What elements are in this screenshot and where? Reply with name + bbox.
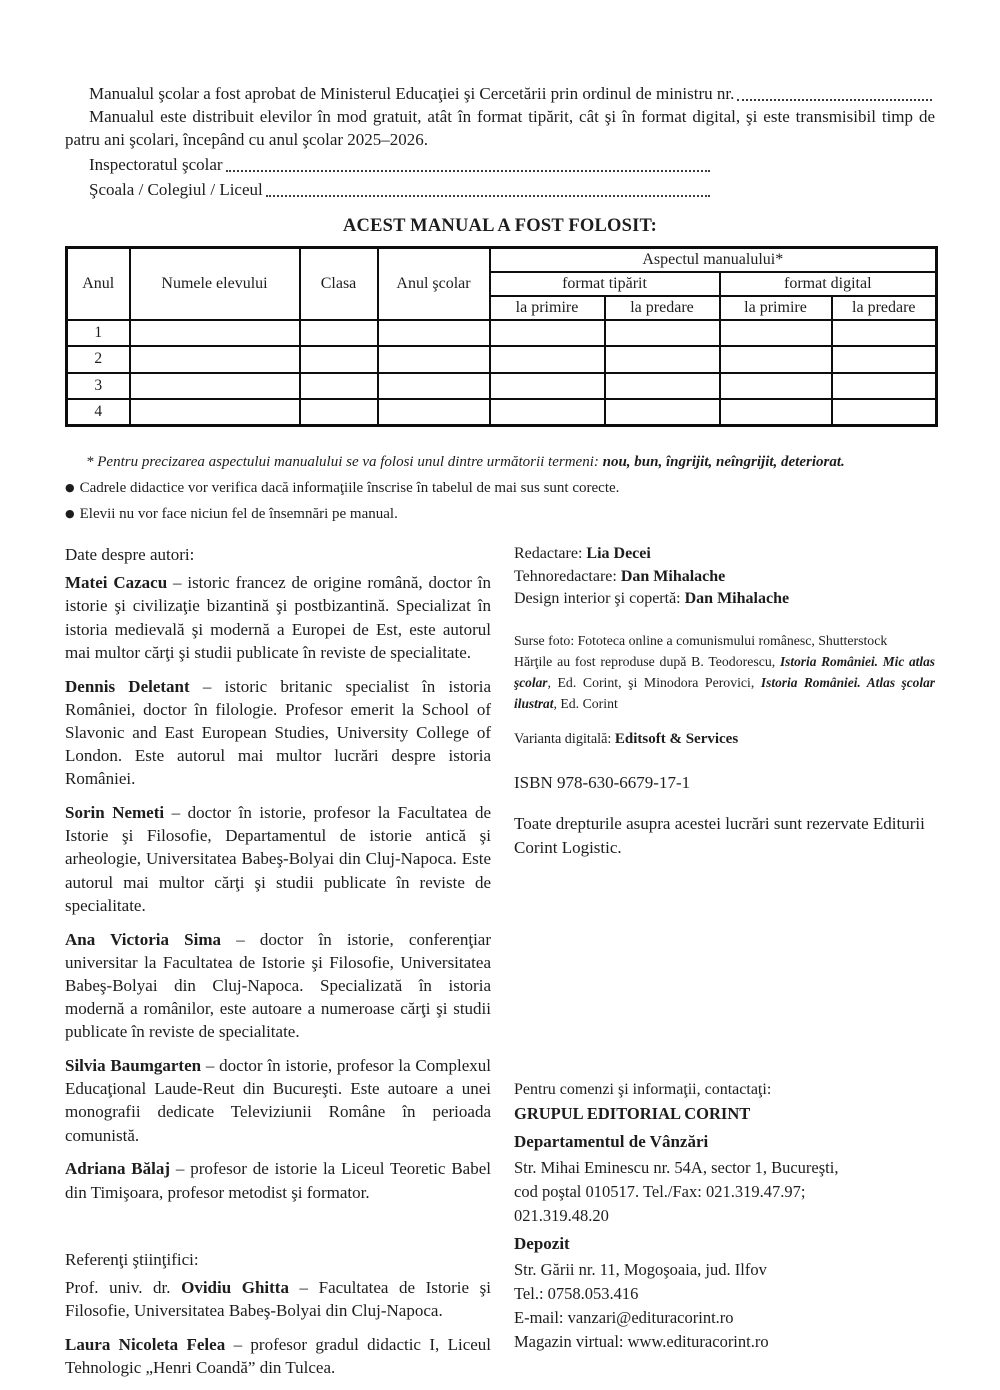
author-bio: – doctor în istorie, conferenţiar universitar la Facultatea de Istorie şi Filosofie, Universitatea Babeş-Bolyai din Cluj-Napoca. Specializată în istoria modernă a românilor, este autoare a numeroase cărţi şi studii publicate în reviste de specialitate. [65,929,492,1042]
maps-title: Istoria României. Mic atlas şcolar [514,653,935,691]
contact-intro: Pentru comenzi şi informaţii, contactaţi: [514,1080,772,1098]
sales-address-line: Str. Mihai Eminescu nr. 54A, sector 1, Bucureşti, [514,1157,839,1177]
author-paragraph [65,1054,491,1147]
author-name: Dennis Deletant [65,676,190,696]
col-header-la-predare: la predare [832,296,937,320]
empty-cell [605,346,720,373]
author-paragraph [65,675,491,791]
author-bio: – istoric britanic specialist în istoria României, doctor în filologie. Profesor emerit la School of Slavonic and East European Studies, University College of London. Este autorul mai multor lucrări despre istoria României. [65,676,491,789]
empty-cell [720,346,832,373]
empty-cell [832,346,937,373]
designer-label: Design interior şi copertă: [514,590,685,607]
col-header-la-primire: la primire [720,296,832,320]
bullet-footnote [65,475,935,501]
table-row [67,320,937,347]
author-bio: – profesor de istorie la Liceul Teoretic Babel din Timişoara, profesor metodist şi formator. [65,1159,491,1202]
photo-sources-text: Surse foto: Fototeca online a comunismului românesc, Shutterstock [514,632,888,648]
empty-cell [605,373,720,400]
referee-bio: – profesor gradul didactic I, Liceul Tehnologic „Henri Coandă” din Tulcea. [65,1334,492,1378]
referees-heading: Referenţi ştiinţifici: [65,1249,199,1269]
empty-cell [130,320,300,347]
contact-block [514,1078,935,1354]
approval-text: Manualul şcolar a fost aprobat de Ministerul Educaţiei şi Cercetării prin ordinul de ministru nr. [89,84,735,103]
publisher-group-name: GRUPUL EDITORIAL CORINT [514,1103,751,1123]
footnote-terms: nou, bun, îngrijit, neîngrijit, deteriorat. [602,454,845,470]
typesetter-line [514,566,935,589]
asterisk-footnote [65,450,935,475]
designer-name: Dan Mihalache [684,590,790,607]
footnote-text: Cadrele didactice vor verifica dacă informaţiile înscrise în tabelul de mai sus sunt corecte. [79,480,620,496]
col-header-an-scolar: Anul şcolar [378,248,490,320]
footnote-text: * Pentru precizarea aspectului manualului se va folosi unul dintre următorii termeni: [86,454,603,470]
author-name: Ana Victoria Sima [65,929,222,949]
isbn-line: ISBN 978-630-6679-17-1 [514,772,691,792]
sales-address-line: cod poştal 010517. Tel./Fax: 021.319.47.97; [514,1181,806,1201]
empty-cell [720,399,832,426]
dotted-leader [737,99,932,101]
author-name: Silvia Baumgarten [65,1056,202,1076]
approval-line [65,82,935,105]
editor-line [514,543,935,566]
referee-name: Ovidiu Ghitta [181,1277,289,1297]
school-label: Şcoala / Colegiul / Liceul [89,180,263,199]
maps-credit-text: , Ed. Corint [553,696,618,712]
inspectorate-label: Inspectoratul şcolar [89,155,223,174]
bullet-icon: ● [65,481,75,494]
table-footnotes [65,450,935,527]
author-name: Adriana Bălaj [65,1159,171,1179]
author-paragraph [65,928,491,1044]
distribution-text: Manualul este distribuit elevilor în mod gratuit, atât în format tipărit, cât şi în format digital, şi este transmisibil timp de patru ani şcolari, începând cu anul şcolar 2025–2026. [65,107,935,149]
col-header-numele: Numele elevului [130,248,300,320]
author-paragraph [65,1157,491,1203]
empty-cell [490,399,605,426]
empty-cell [130,346,300,373]
table-row [67,399,937,426]
empty-cell [378,346,490,373]
empty-cell [605,320,720,347]
year-number: 1 [67,320,130,347]
footnote-text: Elevii nu vor face niciun fel de însemnări pe manual. [79,506,398,522]
table-row [67,373,937,400]
maps-title: Istoria României. Atlas şcolar ilustrat [514,675,935,712]
author-bio: – istoric francez de origine română, doctor în istorie şi civilizaţie bizantină şi postbizantină. Specializat în istoria medievală şi modernă a Europei de Est, este autorul mai multor cărţi şi studii publicate în reviste de specialitate. [65,573,491,662]
contact-email-line: E-mail: vanzari@edituracorint.ro [514,1307,734,1327]
empty-cell [300,399,378,426]
referee-paragraph [65,1276,491,1322]
copyright-notice: Toate drepturile asupra acestei lucrări sunt rezervate Editurii Corint Logistic. [514,813,925,857]
table-row [67,346,937,373]
empty-cell [130,399,300,426]
author-paragraph [65,571,491,664]
digital-version-label: Varianta digitală: [514,730,615,747]
referee-paragraph [65,1333,491,1379]
dotted-leader [226,170,710,172]
col-header-la-predare: la predare [605,296,720,320]
col-header-format-digital: format digital [720,272,937,296]
empty-cell [832,399,937,426]
col-header-anul: Anul [67,248,130,320]
empty-cell [378,373,490,400]
digital-version-line [514,731,935,748]
col-header-la-primire: la primire [490,296,605,320]
photo-sources-block [514,630,935,715]
empty-cell [378,320,490,347]
referee-bio: – Facultatea de Istorie şi Filosofie, Universitatea Babeş-Bolyai din Cluj-Napoca. [65,1277,491,1321]
depot-address-line: Str. Gării nr. 11, Mogoşoaia, jud. Ilfov [514,1259,767,1279]
depot-phone-line: Tel.: 0758.053.416 [514,1283,639,1303]
year-number: 2 [67,346,130,373]
year-number: 4 [67,399,130,426]
bullet-footnote [65,501,935,527]
empty-cell [490,373,605,400]
referee-name: Laura Nicoleta Felea [65,1334,226,1354]
sales-department-heading: Departamentul de Vânzări [514,1131,709,1151]
empty-cell [300,320,378,347]
depot-heading: Depozit [514,1233,570,1253]
empty-cell [300,346,378,373]
empty-cell [832,373,937,400]
digital-version-name: Editsoft & Services [614,730,739,747]
inspectorate-line [65,153,713,176]
empty-cell [130,373,300,400]
editor-name: Lia Decei [586,545,651,562]
empty-cell [490,320,605,347]
maps-credit-text: , Ed. Corint, şi Minodora Perovici, [547,675,761,691]
authors-heading: Date despre autori: [65,545,195,564]
author-bio: – doctor în istorie, profesor la Facultatea de Istorie şi Filosofie, Departamentul de istorie antică şi arheologie, Universitatea Babeş-Bolyai din Cluj-Napoca. Este autorul mai multor cărţi şi studii publicate în reviste de specialitate. [65,803,491,915]
referee-title: Prof. univ. dr. [65,1277,182,1297]
author-bio: – doctor în istorie, profesor la Complexul Educaţional Laude-Reut din Bucureşti. Este autoare a unei monografii dedicate Televiziunii Române în perioada comunistă. [65,1056,491,1145]
empty-cell [720,373,832,400]
maps-credit-text: Hărţile au fost reproduse după B. Teodorescu, [514,653,780,669]
typesetter-name: Dan Mihalache [620,567,726,585]
authors-column [65,543,491,1390]
usage-table [65,246,938,427]
editor-label: Redactare: [514,545,587,562]
credits-block [514,543,935,611]
credits-column [514,543,935,1390]
empty-cell [720,320,832,347]
year-number: 3 [67,373,130,400]
author-name: Sorin Nemeti [65,803,165,823]
bullet-icon: ● [65,507,75,520]
empty-cell [605,399,720,426]
col-header-aspect: Aspectul manualului* [490,248,937,272]
col-header-clasa: Clasa [300,248,378,320]
approval-intro [65,82,935,201]
author-name: Matei Cazacu [65,573,168,593]
usage-table-title: ACEST MANUAL A FOST FOLOSIT: [342,216,657,236]
col-header-format-tiparit: format tipărit [490,272,720,296]
dotted-leader [266,195,710,197]
typesetter-label: Tehnoredactare: [514,567,621,585]
empty-cell [378,399,490,426]
school-line [65,178,713,201]
empty-cell [300,373,378,400]
empty-cell [490,346,605,373]
contact-webshop-line: Magazin virtual: www.edituracorint.ro [514,1331,769,1351]
sales-phone-line: 021.319.48.20 [514,1205,609,1225]
empty-cell [832,320,937,347]
author-paragraph [65,801,491,917]
designer-line [514,588,935,611]
